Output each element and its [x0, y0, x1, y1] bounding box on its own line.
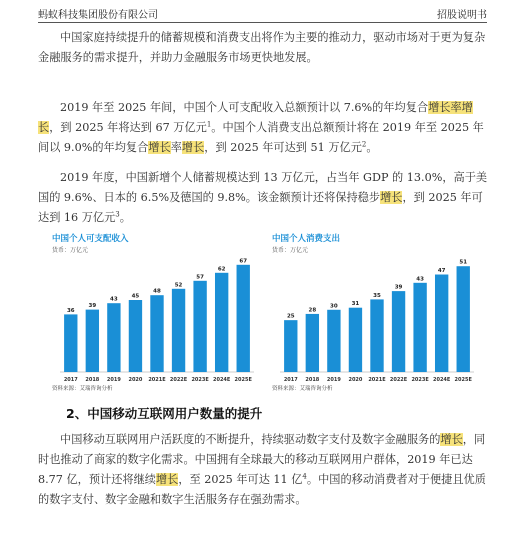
- page-header: [38, 4, 487, 23]
- chart-source: 资料来源：艾瑞咨询分析: [52, 386, 113, 392]
- bar: [413, 283, 426, 372]
- bar: [193, 281, 206, 372]
- text-span: 中国移动互联网用户活跃度的不断提升，持续驱动数字支付及数字金融服务的: [60, 433, 441, 446]
- bar: [284, 320, 297, 372]
- bar: [86, 310, 99, 372]
- paragraph-3: [38, 168, 490, 228]
- text-span: 。: [366, 141, 378, 154]
- tick-label: 2025E: [234, 377, 252, 383]
- bar: [457, 266, 470, 372]
- data-label: 43: [110, 296, 118, 303]
- tick-label: 2021E: [148, 377, 166, 383]
- bar: [215, 273, 228, 372]
- tick-label: 2023E: [191, 377, 209, 383]
- text-span: ，到 2025 年将达到 67 万亿元: [49, 121, 207, 134]
- data-label: 62: [217, 266, 226, 273]
- footnote-ref: 4: [302, 472, 307, 481]
- paragraph-1-text: 中国家庭持续提升的储蓄规模和消费支出将作为主要的推动力，驱动市场对于更为复杂金融服务的需求提升，并助力金融服务市场更快地发展。: [38, 31, 486, 64]
- data-label: 47: [437, 268, 446, 275]
- section-title: 2、中国移动互联网用户数量的提升: [66, 406, 263, 421]
- bar: [370, 299, 383, 372]
- data-label: 48: [153, 288, 161, 295]
- tick-label: 2017: [283, 377, 298, 383]
- text-span: 。中国的移动消费者对于便捷且优质的数字支付、数字金融和数字生活服务存在强劲需求。: [38, 473, 486, 506]
- data-label: 57: [196, 274, 204, 281]
- company-name: 蚂蚁科技集团股份有限公司: [38, 10, 158, 21]
- tick-label: 2019: [326, 377, 341, 383]
- bar: [327, 310, 340, 372]
- chart-unit: 货币：万亿元: [272, 247, 309, 254]
- bar: [129, 300, 142, 372]
- tick-label: 2024E: [432, 377, 451, 383]
- bar: [150, 295, 163, 372]
- tick-label: 2022E: [169, 377, 188, 383]
- tick-label: 2025E: [454, 377, 472, 383]
- bar: [392, 291, 405, 372]
- chart-source: 资料来源：艾瑞咨询分析: [272, 386, 333, 392]
- paragraph-1: [38, 28, 490, 68]
- tick-label: 2023E: [411, 377, 429, 383]
- tick-label: 2020: [348, 377, 363, 383]
- bar: [349, 308, 362, 372]
- text-span: ，到 2025 年可达到 51 万亿元: [204, 141, 362, 154]
- paragraph-2: [38, 98, 490, 158]
- text-span: 2019 年度，中国新增个人储蓄规模达到 13 万亿元，占当年 GDP 的 13.0%，高于美国的 9.6%、日本的 6.5%及德国的 9.8%。该金额预计还将保持稳步: [38, 171, 488, 204]
- chart-unit: 货币：万亿元: [52, 247, 89, 254]
- bar: [435, 275, 448, 372]
- footnote-ref: 1: [206, 120, 212, 129]
- data-label: 35: [373, 292, 381, 299]
- data-label: 28: [308, 307, 317, 314]
- bar: [306, 314, 319, 372]
- bar: [237, 265, 250, 372]
- data-label: 51: [459, 259, 468, 266]
- data-label: 30: [330, 303, 338, 310]
- data-label: 39: [88, 303, 97, 310]
- bar: [107, 303, 120, 372]
- bar: [64, 314, 77, 372]
- footnote-ref: 3: [115, 210, 120, 219]
- highlight: 增长: [181, 141, 205, 154]
- text-span: 率: [170, 141, 182, 154]
- bar-chart-svg: [272, 250, 480, 386]
- chart-title: 中国个人可支配收入: [52, 234, 129, 244]
- tick-label: 2018: [305, 377, 320, 383]
- text-span: ，同时也推动了商家的数字化需求。中国拥有全球最大的移动互联网用户群体，2019 年已达 8.77 亿，预计还将继续: [38, 433, 486, 486]
- tick-label: 2022E: [389, 377, 408, 383]
- highlight: 增长: [148, 141, 171, 154]
- data-label: 43: [416, 276, 424, 283]
- highlight: 增长: [440, 433, 463, 446]
- text-span: 。中国个人消费支出总额预计将在 2019 年至 2025 年间以 9.0%的年均复合: [38, 121, 484, 154]
- text-span: ，到 2025 年可达到 16 万亿元: [38, 191, 483, 224]
- data-label: 25: [286, 313, 295, 320]
- data-label: 36: [66, 307, 75, 314]
- tick-label: 2018: [85, 377, 100, 383]
- footnote-ref: 2: [361, 140, 367, 149]
- highlight: 增长: [155, 473, 179, 486]
- text-span: 2019 年至 2025 年间，中国个人可支配收入总额预计以 7.6%的年均复合: [60, 101, 429, 114]
- text-span: 。: [119, 211, 131, 224]
- tick-label: 2019: [106, 377, 121, 383]
- highlight: 增长率: [428, 101, 462, 114]
- data-label: 31: [351, 301, 360, 308]
- chart-disposable-income: [52, 232, 260, 392]
- tick-label: 2020: [128, 377, 143, 383]
- chart-consumer-spending: [272, 232, 480, 392]
- data-label: 67: [239, 258, 248, 265]
- bar: [172, 289, 185, 372]
- data-label: 52: [174, 282, 183, 289]
- data-label: 39: [394, 284, 403, 291]
- highlight: 增长: [38, 101, 473, 134]
- bar-chart-svg: [52, 250, 260, 386]
- highlight: 增长: [380, 191, 403, 204]
- text-span: ，至 2025 年可达 11 亿: [178, 473, 303, 486]
- tick-label: 2021E: [368, 377, 386, 383]
- chart-title: 中国个人消费支出: [272, 234, 341, 244]
- data-label: 45: [131, 293, 140, 300]
- paragraph-4: [38, 430, 490, 510]
- tick-label: 2017: [63, 377, 78, 383]
- tick-label: 2024E: [212, 377, 231, 383]
- document-type: 招股说明书: [437, 10, 487, 21]
